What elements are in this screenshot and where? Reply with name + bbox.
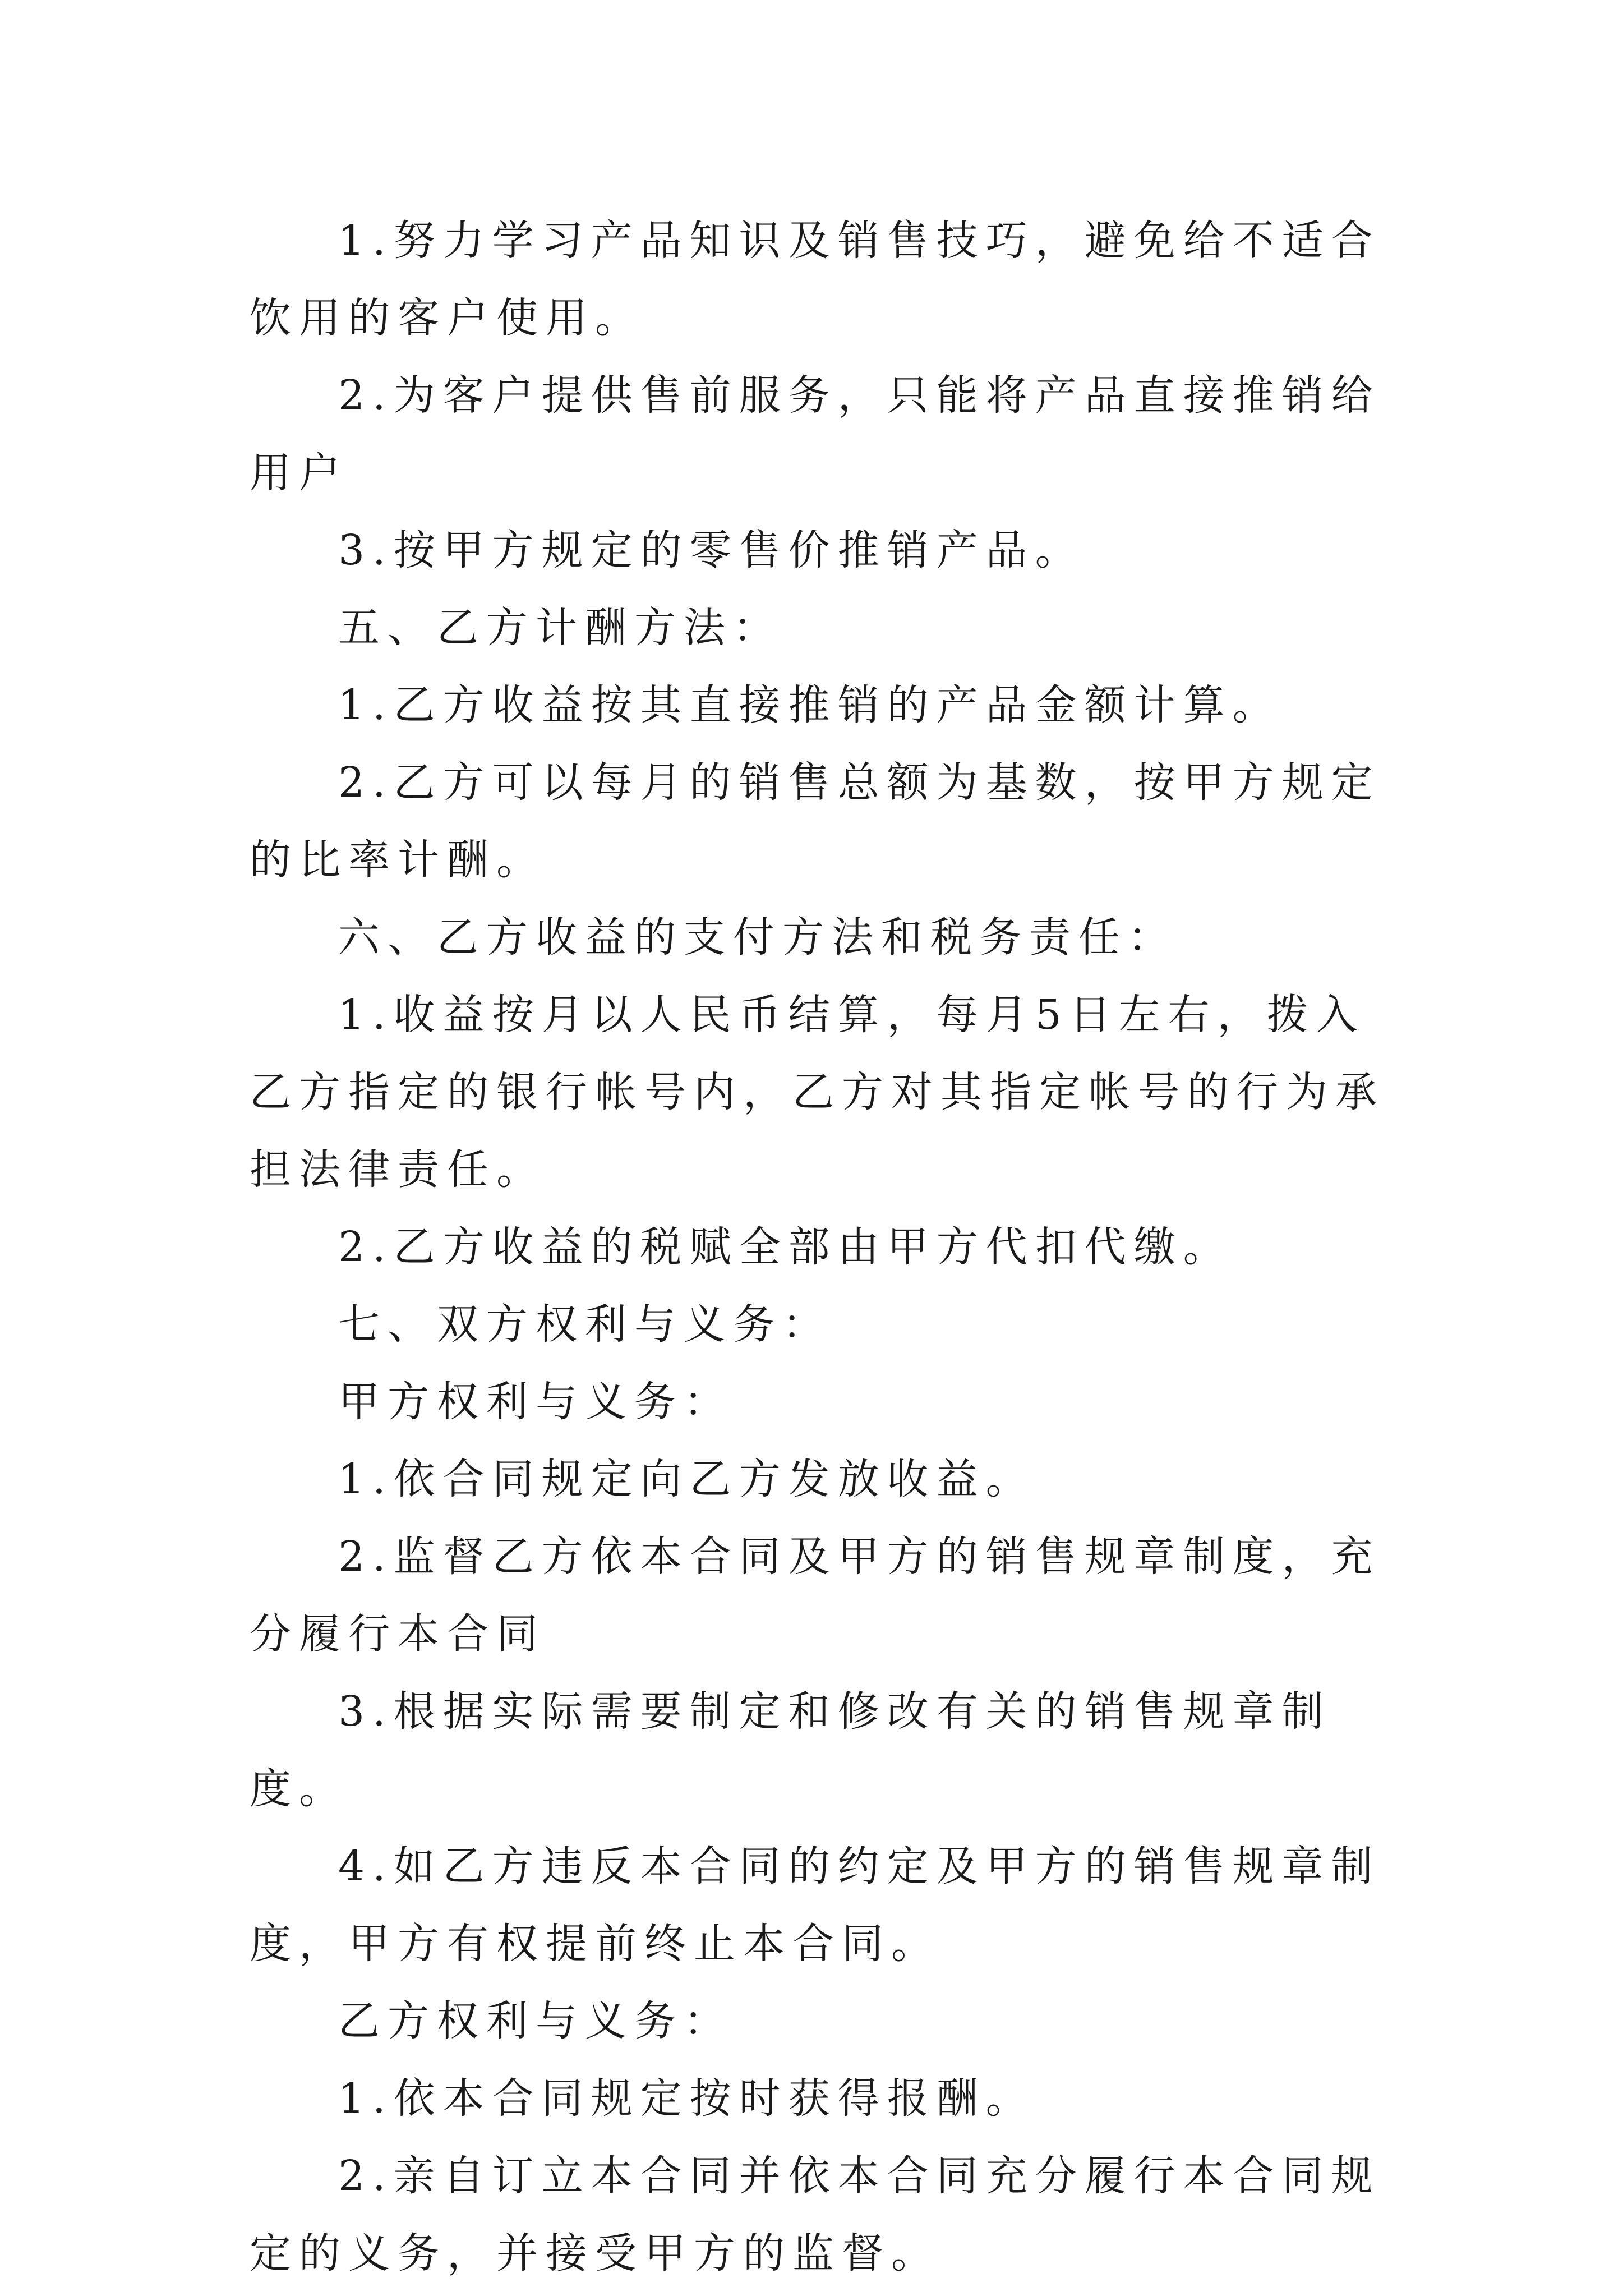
subsection-heading: 甲方权利与义务：: [338, 1378, 733, 1426]
paragraph: 1.乙方收益按其直接推销的产品金额计算。: [338, 681, 1282, 729]
subsection-heading: 乙方权利与义务：: [338, 1997, 733, 2045]
paragraph: 3.根据实际需要制定和修改有关的销售规章制度。: [250, 1687, 1331, 1813]
section-heading: 七、双方权利与义务：: [338, 1300, 832, 1349]
paragraph: 2.为客户提供售前服务，只能将产品直接推销给用户: [250, 371, 1381, 497]
document-body: [250, 202, 1405, 2292]
paragraph: 1.努力学习产品知识及销售技巧，避免给不适合饮用的客户使用。: [250, 217, 1381, 342]
paragraph: 2.乙方收益的税赋全部由甲方代扣代缴。: [338, 1223, 1233, 1271]
paragraph: 1.依合同规定向乙方发放收益。: [338, 1455, 1035, 1503]
paragraph: 4.如乙方违反本合同的约定及甲方的销售规章制度，甲方有权提前终止本合同。: [250, 1842, 1381, 1968]
section-heading: 六、乙方收益的支付方法和税务责任：: [338, 913, 1177, 961]
paragraph: 2.监督乙方依本合同及甲方的销售规章制度，充分履行本合同: [250, 1533, 1381, 1658]
paragraph: 3.按甲方规定的零售价推销产品。: [338, 526, 1085, 574]
paragraph: 2.亲自订立本合同并依本合同充分履行本合同规定的义务，并接受甲方的监督。: [250, 2152, 1381, 2277]
paragraph: 1.收益按月以人民币结算，每月5日左右，拨入乙方指定的银行帐号内，乙方对其指定帐号的行为承担法律责任。: [250, 991, 1385, 1194]
section-heading: 五、乙方计酬方法：: [338, 604, 782, 652]
paragraph: 2.乙方可以每月的销售总额为基数，按甲方规定的比率计酬。: [250, 758, 1381, 884]
paragraph: 1.依本合同规定按时获得报酬。: [338, 2074, 1035, 2123]
